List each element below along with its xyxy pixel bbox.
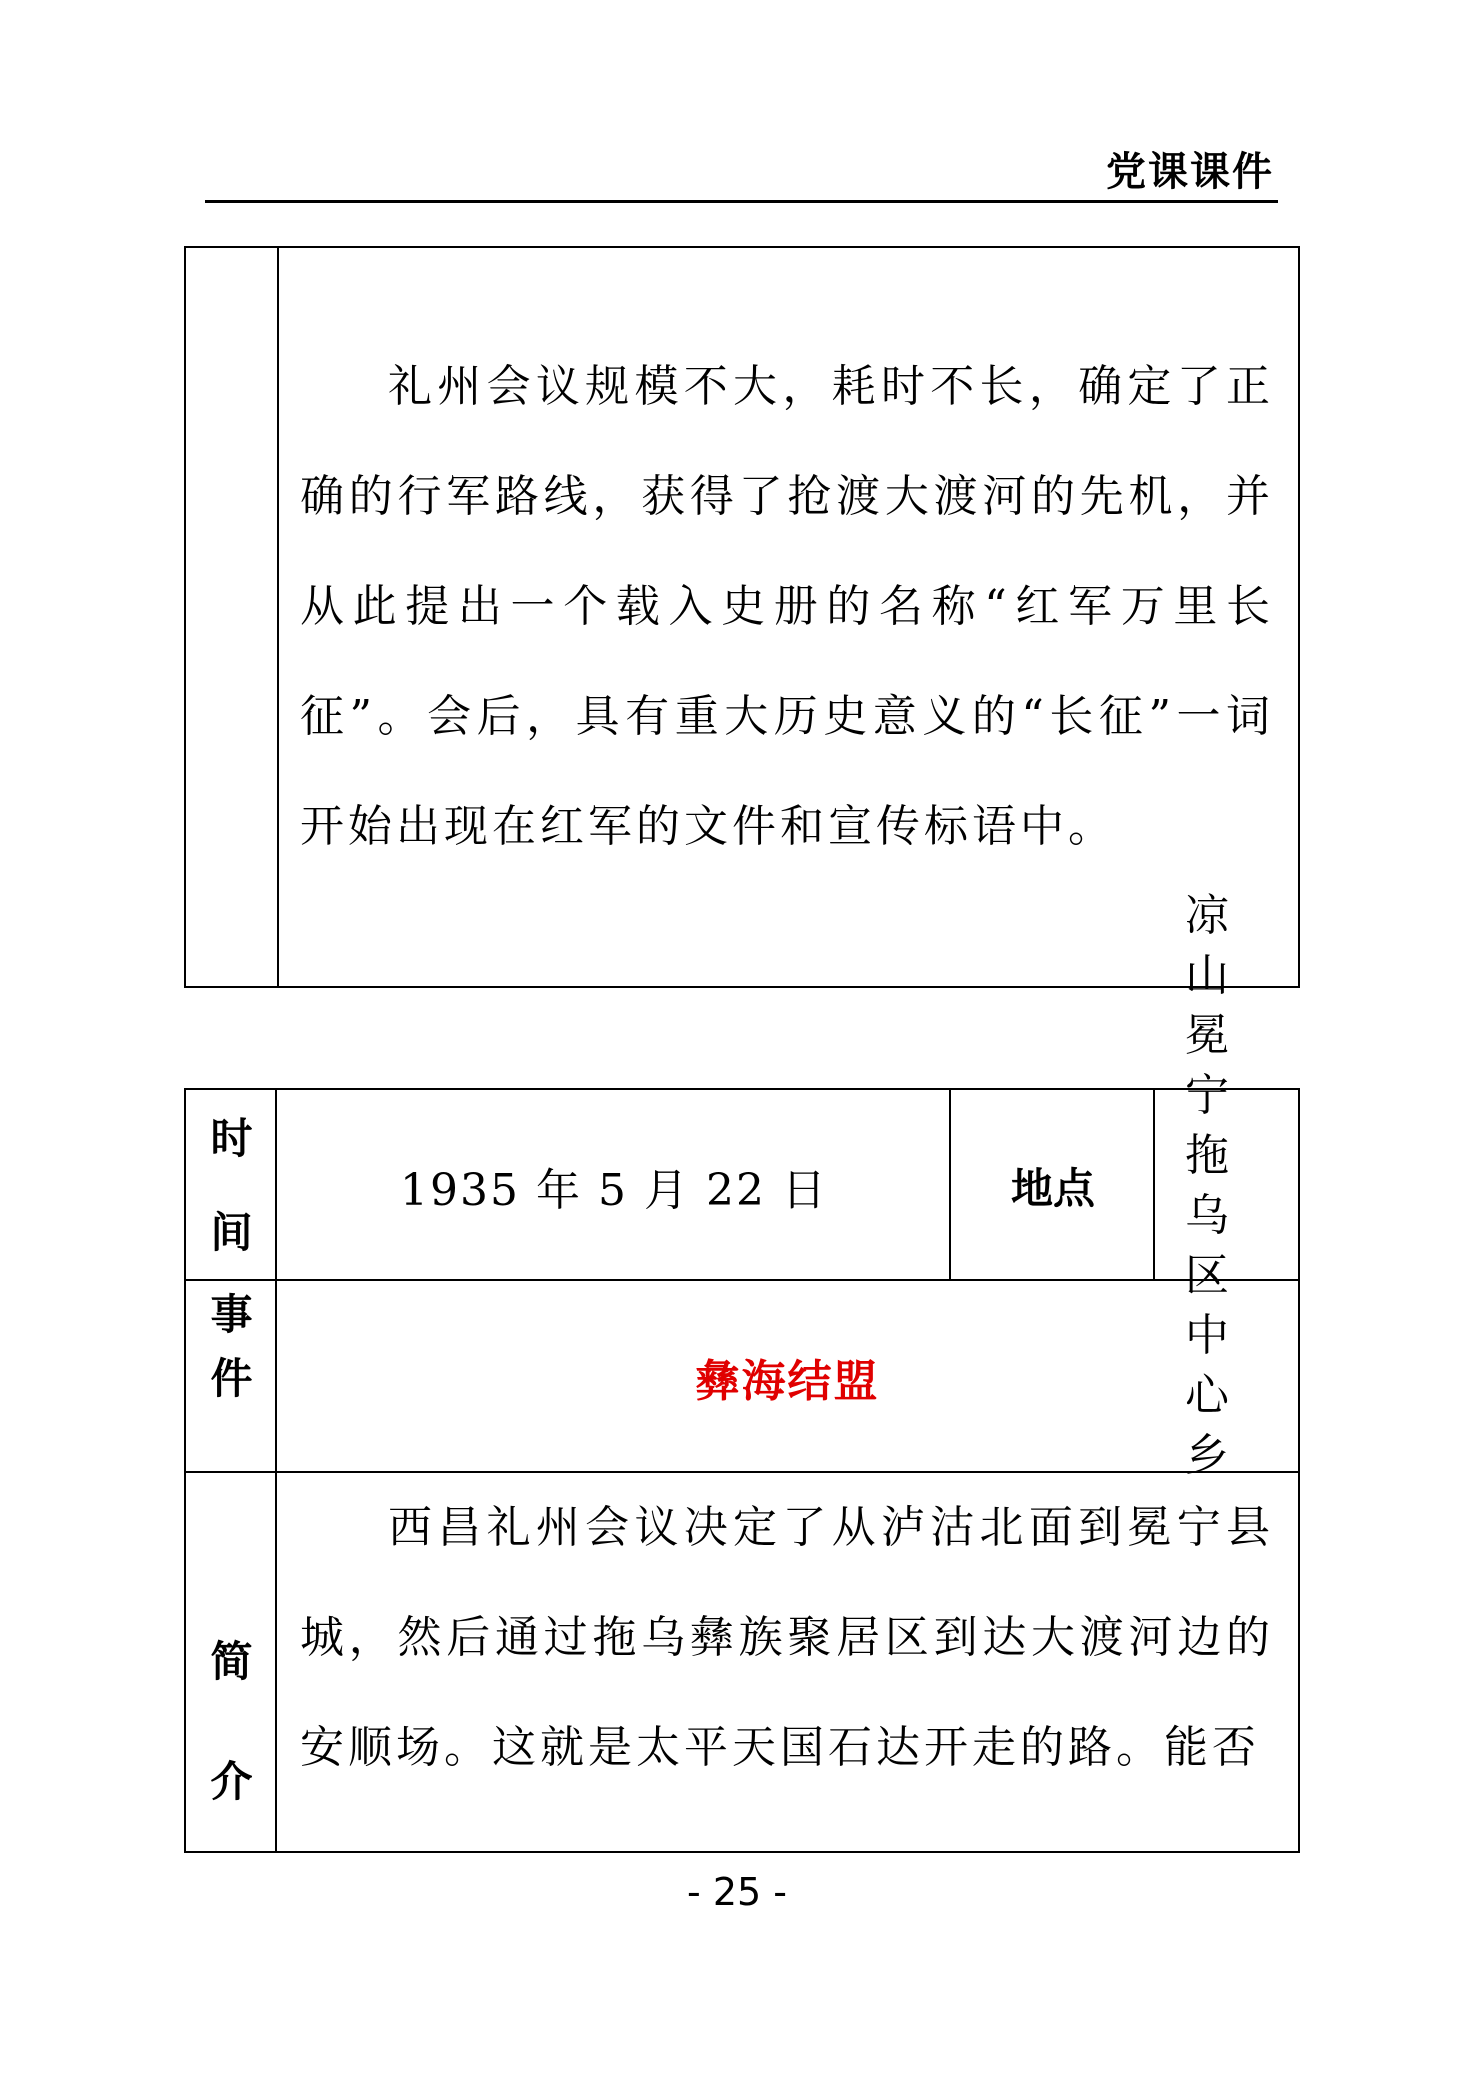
continuation-table — [184, 246, 1300, 988]
label-column — [186, 248, 279, 986]
intro-paragraph: 西昌礼州会议决定了从泸沽北面到冕宁县城，然后通过拖乌彝族聚居区到达大渡河边的安顺场。这就是太平天国石达开走的路。能否 — [300, 1502, 1274, 1773]
page-number: - 25 - — [687, 1870, 787, 1914]
event-place-text: 凉山冕宁拖乌区中心乡 — [1185, 889, 1232, 1481]
event-place — [1155, 889, 1298, 1481]
event-label-char-2: 件 — [210, 1354, 253, 1403]
place-label: 地点 — [1010, 1163, 1095, 1213]
header-rule — [205, 200, 1278, 203]
event-label-char-1: 事 — [210, 1290, 253, 1339]
event-name: 彝海结盟 — [695, 1356, 880, 1407]
intro-label-char-2: 介 — [210, 1757, 253, 1806]
intro-label — [186, 1602, 277, 1842]
intro-content — [300, 1473, 1274, 1851]
time-label-char-2: 间 — [210, 1208, 253, 1257]
table1-content — [300, 332, 1274, 882]
time-label-char-1: 时 — [210, 1114, 253, 1163]
intro-label-char-1: 简 — [210, 1637, 253, 1686]
time-label — [186, 1092, 277, 1281]
table1-paragraph: 礼州会议规模不大，耗时不长，确定了正确的行军路线，获得了抢渡大渡河的先机，并从此提出一个载入史册的名称“红军万里长征”。会后，具有重大历史意义的“长征”一词开始出现在红军的文件和宣传标语中。 — [300, 361, 1274, 852]
event-table — [184, 889, 1300, 1853]
document-header-title: 党课课件 — [1106, 149, 1274, 195]
event-label — [186, 1283, 277, 1472]
event-date: 1935 年 5 月 22 日 — [400, 1164, 828, 1216]
